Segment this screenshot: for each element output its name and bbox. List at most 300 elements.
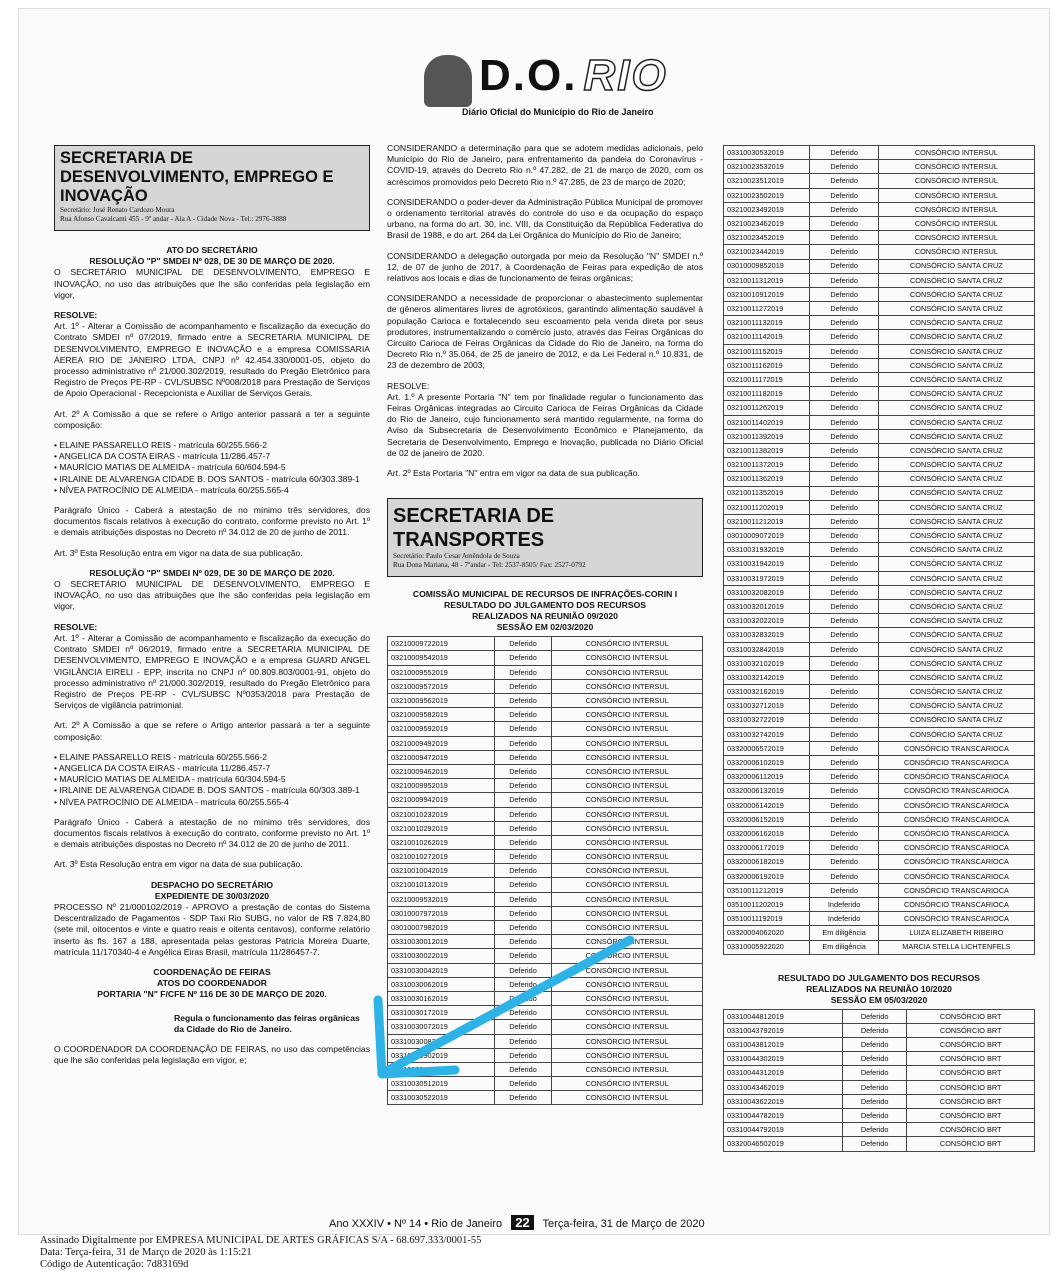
company-cell: CONSÓRCIO BRT: [907, 1009, 1035, 1023]
process-number-cell: 03310030012019: [388, 935, 495, 949]
company-cell: CONSÓRCIO BRT: [907, 1052, 1035, 1066]
process-number-cell: 03310032832019: [724, 628, 810, 642]
company-cell: CONSÓRCIO INTERSUL: [552, 878, 703, 892]
process-number-cell: 03210009952019: [388, 779, 495, 793]
company-cell: CONSÓRCIO BRT: [907, 1109, 1035, 1123]
status-cell: Deferido: [810, 628, 878, 642]
company-cell: CONSÓRCIO SANTA CRUZ: [878, 656, 1034, 670]
table-row: [724, 869, 1035, 883]
status-cell: Deferido: [810, 373, 878, 387]
table-row: [724, 387, 1035, 401]
table-row: [724, 330, 1035, 344]
status-cell: Deferido: [810, 642, 878, 656]
status-cell: Deferido: [810, 231, 878, 245]
result-10-table: [723, 1009, 1035, 1152]
company-cell: CONSÓRCIO SANTA CRUZ: [878, 628, 1034, 642]
table-row: [724, 912, 1035, 926]
table-row: [388, 694, 703, 708]
status-cell: Indeferido: [810, 912, 878, 926]
process-number-cell: 03320006162019: [724, 827, 810, 841]
table-row: [724, 600, 1035, 614]
process-number-cell: 03310043462019: [724, 1080, 843, 1094]
section-title: SECRETARIA DE TRANSPORTES: [393, 505, 555, 552]
table-row: [724, 1137, 1035, 1151]
portaria-art2: Art. 2º Esta Portaria "N" entra em vigor na data de sua publicação.: [387, 468, 640, 479]
table-row: [724, 415, 1035, 429]
status-cell: Deferido: [494, 949, 552, 963]
considerando-1: CONSIDERANDO a determinação para que se adotem medidas adicionais, pelo Município do Rio de Janeiro, para enfrentamento da pandeia do Coronavírus - COVID-19, através do Decreto Rio n.º 47.282, de 21 de março de 2020, com os acréscimos promovidos pelo Decreto Rio n.º 47.285, de 23 de março de 2020;: [387, 143, 703, 187]
company-cell: CONSÓRCIO INTERSUL: [552, 1034, 703, 1048]
despacho-text: PROCESSO Nº 21/000102/2019 - APROVO a prestação de contas do Sistema Descentralizado de Pagamentos - SDP Taxi Rio SUBG, no valor de R$ 7.824,80 (sete mil, oitocentos e vinte e quatro reais e oitenta centavos), conforme relatório inserto às fls. 167 a 188, apresentada pelas gestoras Patricia Moreira Duarte, matrícula 11/170340-4 e Angélica Eiras Brasil, matrícula 11/286457-7.: [54, 901, 370, 957]
table-row: [724, 614, 1035, 628]
resolution-28-art1: Art. 1º - Alterar a Comissão de acompanhamento e fiscalização da execução do Contrato SMDEI nº 07/2019, firmado entre a SECRETARIA MUNICIPAL DE DESENVOLVIMENTO, EMPREGO E INOVAÇÃO e a empresa COMISSARIA ÁEREA RIO DE JANEIRO LTDA, CNPJ nº 42.454.330/0001-05, objeto do processo administrativo nº 21/000.302/2019, resultado do Pregão Eletrônico para Registro de Preços PE-RP - CVL/SUBSC Nº008/2018 para Prestação de Serviços de Apoio Operacional - Recepcionista e Auxiliar de Serviços Gerais.: [54, 321, 370, 399]
process-number-cell: 03310030902019: [388, 1048, 495, 1062]
company-cell: CONSÓRCIO SANTA CRUZ: [878, 458, 1034, 472]
status-cell: Deferido: [494, 807, 552, 821]
process-number-cell: 03310030532019: [724, 146, 810, 160]
member-item: • IRLAINE DE ALVARENGA CIDADE B. DOS SANTOS - matrícula 60/303.389-1: [54, 473, 360, 484]
company-cell: CONSÓRCIO INTERSUL: [552, 1077, 703, 1091]
table-row: [724, 245, 1035, 259]
table-row: [724, 543, 1035, 557]
member-item: • IRLAINE DE ALVARENGA CIDADE B. DOS SANTOS - matrícula 60/303.389-1: [54, 785, 360, 796]
process-number-cell: 03210009472019: [388, 750, 495, 764]
company-cell: MARCIA STELLA LICHTENFELS: [878, 940, 1034, 954]
company-cell: CONSÓRCIO INTERSUL: [552, 977, 703, 991]
company-cell: CONSÓRCIO SANTA CRUZ: [878, 387, 1034, 401]
process-number-cell: 03310032022019: [724, 614, 810, 628]
process-number-cell: 03210009572019: [388, 679, 495, 693]
company-cell: CONSÓRCIO TRANSCARIOCA: [878, 756, 1034, 770]
process-number-cell: 03210010042019: [388, 864, 495, 878]
column-right: [723, 145, 1035, 1152]
member-list-28: [54, 440, 370, 496]
company-cell: CONSÓRCIO SANTA CRUZ: [878, 685, 1034, 699]
status-cell: Deferido: [810, 827, 878, 841]
table-row: [388, 679, 703, 693]
company-cell: CONSÓRCIO SANTA CRUZ: [878, 614, 1034, 628]
status-cell: Deferido: [810, 670, 878, 684]
company-cell: CONSÓRCIO INTERSUL: [552, 694, 703, 708]
table-row: [388, 750, 703, 764]
table-row: [724, 401, 1035, 415]
table-row: [388, 779, 703, 793]
status-cell: Deferido: [494, 665, 552, 679]
process-number-cell: 03210009532019: [388, 892, 495, 906]
company-cell: CONSÓRCIO INTERSUL: [552, 750, 703, 764]
company-cell: CONSÓRCIO TRANSCARIOCA: [878, 869, 1034, 883]
process-number-cell: 03210011272019: [724, 302, 810, 316]
status-cell: Deferido: [810, 415, 878, 429]
table-row: [388, 1048, 703, 1062]
resolution-29-art3: Art. 3º Esta Resolução entra em vigor na data de sua publicação.: [54, 859, 303, 870]
status-cell: Deferido: [810, 472, 878, 486]
member-list-29: [54, 752, 370, 808]
status-cell: Deferido: [810, 245, 878, 259]
process-number-cell: 03210023512019: [724, 174, 810, 188]
secretary-name: Secretário: José Renato Cardozo Moura: [60, 206, 175, 214]
company-cell: CONSÓRCIO TRANSCARIOCA: [878, 855, 1034, 869]
company-cell: CONSÓRCIO INTERSUL: [878, 202, 1034, 216]
company-cell: CONSÓRCIO TRANSCARIOCA: [878, 841, 1034, 855]
table-row: [388, 793, 703, 807]
table-row: [724, 656, 1035, 670]
portaria-art1: Art. 1.º A presente Portaria "N" tem por finalidade regular o funcionamento das Feiras Orgânicas integradas ao Circuito Carioca de Feiras Orgânicas da Cidade do Rio de Janeiro, cujo funcionamento será mantido regularmente, na forma do Aviso da Subsecretaria de Desenvolvimento Econômico e Planejamento, da Secretaria de Desenvolvimento, Emprego e Inovação, publicada no Diário Oficial de 02 de janeiro de 2020.: [387, 391, 703, 458]
table-row: [724, 727, 1035, 741]
status-cell: Deferido: [810, 812, 878, 826]
result-09-title: RESULTADO DO JULGAMENTO DOS RECURSOS REALIZADOS NA REUNIÃO 09/2020: [444, 600, 646, 622]
status-cell: Deferido: [810, 429, 878, 443]
table-row: [724, 798, 1035, 812]
signature-date: Data: Terça-feira, 31 de Março de 2020 às 1:15:21: [40, 1247, 252, 1258]
process-number-cell: 03510011212019: [724, 883, 810, 897]
company-cell: CONSÓRCIO SANTA CRUZ: [878, 472, 1034, 486]
status-cell: Deferido: [494, 1077, 552, 1091]
publication-date: Terça-feira, 31 de Março de 2020: [542, 1218, 705, 1230]
process-number-cell: 03210010132019: [388, 878, 495, 892]
status-cell: Deferido: [842, 1109, 906, 1123]
status-cell: Deferido: [810, 188, 878, 202]
status-cell: Deferido: [494, 878, 552, 892]
status-cell: Deferido: [810, 869, 878, 883]
status-cell: Deferido: [810, 443, 878, 457]
company-cell: CONSÓRCIO TRANSCARIOCA: [878, 812, 1034, 826]
status-cell: Em diligência: [810, 940, 878, 954]
process-number-cell: 03310030072019: [388, 1020, 495, 1034]
coordinator-acts: ATOS DO COORDENADOR: [157, 978, 267, 989]
table-row: [388, 736, 703, 750]
table-row: [724, 1123, 1035, 1137]
company-cell: CONSÓRCIO INTERSUL: [878, 160, 1034, 174]
resolve-label: RESOLVE:: [54, 310, 98, 321]
process-number-cell: 03310031932019: [724, 543, 810, 557]
status-cell: Deferido: [842, 1080, 906, 1094]
table-row: [388, 921, 703, 935]
company-cell: CONSÓRCIO INTERSUL: [552, 892, 703, 906]
company-cell: CONSÓRCIO SANTA CRUZ: [878, 259, 1034, 273]
resolution-28-title: RESOLUÇÃO "P" SMDEI Nº 028, DE 30 DE MARÇO DE 2020.: [89, 256, 335, 267]
section-header-transportes: [387, 498, 703, 577]
company-cell: CONSÓRCIO SANTA CRUZ: [878, 500, 1034, 514]
table-row: [724, 216, 1035, 230]
table-row: [724, 486, 1035, 500]
status-cell: Deferido: [810, 287, 878, 301]
process-number-cell: 03310030062019: [388, 977, 495, 991]
status-cell: Deferido: [494, 977, 552, 991]
process-number-cell: 03510011202019: [724, 897, 810, 911]
signature-line: Assinado Digitalmente por EMPRESA MUNICIPAL DE ARTES GRÁFICAS S/A - 68.697.333/0001-55: [40, 1235, 482, 1246]
status-cell: Deferido: [810, 699, 878, 713]
table-row: [724, 529, 1035, 543]
status-cell: Deferido: [810, 883, 878, 897]
status-cell: Deferido: [810, 685, 878, 699]
process-number-cell: 03210010272019: [388, 850, 495, 864]
status-cell: Deferido: [810, 571, 878, 585]
process-number-cell: 03320006102019: [724, 756, 810, 770]
company-cell: CONSÓRCIO SANTA CRUZ: [878, 514, 1034, 528]
company-cell: CONSÓRCIO TRANSCARIOCA: [878, 883, 1034, 897]
status-cell: Deferido: [810, 656, 878, 670]
table-row: [724, 287, 1035, 301]
portaria-intro: O COORDENADOR DA COORDENAÇÃO DE FEIRAS, no uso das competências que lhe são conferidas pela legislação em vigor, e;: [54, 1043, 370, 1066]
table-row: [724, 756, 1035, 770]
comissao-title: COMISSÃO MUNICIPAL DE RECURSOS DE INFRAÇÕES-CORIN I: [412, 589, 678, 600]
table-row: [724, 685, 1035, 699]
table-row: [388, 821, 703, 835]
table-row: [724, 146, 1035, 160]
company-cell: CONSÓRCIO INTERSUL: [552, 921, 703, 935]
status-cell: Deferido: [494, 779, 552, 793]
process-number-cell: 03210011392019: [724, 429, 810, 443]
process-number-cell: 03310032722019: [724, 713, 810, 727]
resolve-label: RESOLVE:: [54, 621, 98, 632]
status-cell: Deferido: [494, 1020, 552, 1034]
status-cell: Deferido: [494, 722, 552, 736]
process-number-cell: 03320006192019: [724, 869, 810, 883]
table-row: [724, 784, 1035, 798]
company-cell: CONSÓRCIO SANTA CRUZ: [878, 571, 1034, 585]
company-cell: CONSÓRCIO INTERSUL: [552, 807, 703, 821]
table-row: [724, 458, 1035, 472]
company-cell: CONSÓRCIO INTERSUL: [878, 146, 1034, 160]
status-cell: Deferido: [494, 764, 552, 778]
status-cell: Deferido: [810, 387, 878, 401]
table-row: [724, 514, 1035, 528]
process-number-cell: 03210011372019: [724, 458, 810, 472]
despacho-date: EXPEDIENTE DE 30/03/2020: [154, 890, 270, 901]
table-row: [724, 500, 1035, 514]
process-number-cell: 03210011382019: [724, 443, 810, 457]
section-address: Rua Afonso Cavalcanti 455 - 9º andar - Ala A - Cidade Nova - Tel.: 2976-3888: [60, 215, 287, 223]
process-number-cell: 03210009552019: [388, 665, 495, 679]
status-cell: Deferido: [810, 841, 878, 855]
process-number-cell: 03010007982019: [388, 921, 495, 935]
result-09-session: SESSÃO EM 02/03/2020: [496, 622, 594, 633]
status-cell: Deferido: [842, 1009, 906, 1023]
status-cell: Deferido: [810, 316, 878, 330]
company-cell: CONSÓRCIO SANTA CRUZ: [878, 287, 1034, 301]
page-footer: [329, 1215, 705, 1230]
section-address: Rua Dona Mariana, 48 - 7ºandar - Tel: 2537-8505/ Fax: 2527-0792: [393, 561, 586, 570]
table-row: [724, 741, 1035, 755]
table-row: [724, 897, 1035, 911]
process-number-cell: 03210011312019: [724, 273, 810, 287]
status-cell: Deferido: [494, 694, 552, 708]
status-cell: Deferido: [842, 1038, 906, 1052]
process-number-cell: 03320046502019: [724, 1137, 843, 1151]
table-row: [724, 1080, 1035, 1094]
table-row: [724, 571, 1035, 585]
resolution-29-art1: Art. 1º - Alterar a Comissão de acompanhamento e fiscalização da execução do Contrato SMDEI nº 06/2019, firmado entre a SECRETARIA MUNICIPAL DE DESENVOLVIMENTO, EMPREGO E INOVAÇÃO e a empresa GUARD ANGEL VIGILÂNCIA EIRELI - EPP, inscrita no CNPJ nº 00.809.803/0001-91, objeto do processo administrativo nº 21/000.302/2019, resultado do Pregão Eletrônico para Registro de Preços PE-RP - CVL/SUBSC Nº0353/2018 para Prestação de Serviços de vigilância patrimonial.: [54, 632, 370, 711]
company-cell: CONSÓRCIO BRT: [907, 1123, 1035, 1137]
process-number-cell: 03210010912019: [724, 287, 810, 301]
masthead: [424, 49, 668, 119]
table-row: [724, 1023, 1035, 1037]
process-number-cell: 03320004062020: [724, 926, 810, 940]
status-cell: Deferido: [810, 146, 878, 160]
company-cell: CONSÓRCIO INTERSUL: [552, 651, 703, 665]
table-row: [388, 963, 703, 977]
authentication-code: Código de Autenticação: 7d83169d: [40, 1259, 189, 1270]
company-cell: CONSÓRCIO INTERSUL: [552, 793, 703, 807]
table-row: [724, 188, 1035, 202]
company-cell: CONSÓRCIO TRANSCARIOCA: [878, 897, 1034, 911]
company-cell: CONSÓRCIO INTERSUL: [552, 764, 703, 778]
table-row: [724, 812, 1035, 826]
member-item: • ELAINE PASSARELLO REIS - matrícula 60/255.566-2: [54, 440, 268, 451]
process-number-cell: 03310030082019: [388, 1034, 495, 1048]
company-cell: CONSÓRCIO INTERSUL: [878, 174, 1034, 188]
table-row: [724, 670, 1035, 684]
company-cell: CONSÓRCIO INTERSUL: [552, 991, 703, 1005]
company-cell: CONSÓRCIO SANTA CRUZ: [878, 727, 1034, 741]
process-number-cell: 03210023442019: [724, 245, 810, 259]
company-cell: CONSÓRCIO SANTA CRUZ: [878, 443, 1034, 457]
status-cell: Deferido: [494, 1062, 552, 1076]
process-number-cell: 03320006572019: [724, 741, 810, 755]
process-number-cell: 03310032742019: [724, 727, 810, 741]
resolution-29-art2: Art. 2º A Comissão a que se refere o Artigo anterior passará a ter a seguinte composição:: [54, 720, 370, 742]
company-cell: CONSÓRCIO INTERSUL: [552, 1048, 703, 1062]
process-number-cell: 03310030522019: [388, 1091, 495, 1105]
company-cell: CONSÓRCIO INTERSUL: [552, 935, 703, 949]
process-number-cell: 03310044812019: [724, 1009, 843, 1023]
process-number-cell: 03210011352019: [724, 486, 810, 500]
status-cell: Deferido: [810, 500, 878, 514]
process-number-cell: 03210010262019: [388, 835, 495, 849]
table-row: [388, 991, 703, 1005]
table-row: [724, 174, 1035, 188]
table-row: [724, 472, 1035, 486]
company-cell: CONSÓRCIO TRANSCARIOCA: [878, 784, 1034, 798]
table-row: [388, 651, 703, 665]
status-cell: Deferido: [494, 892, 552, 906]
company-cell: CONSÓRCIO INTERSUL: [878, 245, 1034, 259]
company-cell: CONSÓRCIO SANTA CRUZ: [878, 529, 1034, 543]
company-cell: CONSÓRCIO INTERSUL: [878, 216, 1034, 230]
masthead-subtitle: Diário Oficial do Município do Rio de Janeiro: [462, 107, 654, 117]
company-cell: CONSÓRCIO TRANSCARIOCA: [878, 770, 1034, 784]
company-cell: CONSÓRCIO SANTA CRUZ: [878, 585, 1034, 599]
status-cell: Deferido: [810, 202, 878, 216]
table-row: [388, 906, 703, 920]
status-cell: Deferido: [810, 727, 878, 741]
company-cell: CONSÓRCIO INTERSUL: [552, 708, 703, 722]
process-number-cell: 03210011262019: [724, 401, 810, 415]
status-cell: Deferido: [842, 1023, 906, 1037]
process-number-cell: 03210009582019: [388, 708, 495, 722]
table-row: [388, 1062, 703, 1076]
status-cell: Deferido: [494, 963, 552, 977]
company-cell: CONSÓRCIO SANTA CRUZ: [878, 344, 1034, 358]
process-number-cell: 03310030162019: [388, 991, 495, 1005]
status-cell: Deferido: [810, 614, 878, 628]
process-number-cell: 03320006142019: [724, 798, 810, 812]
table-row: [724, 259, 1035, 273]
company-cell: CONSÓRCIO TRANSCARIOCA: [878, 912, 1034, 926]
resolution-29-paragraph: Parágrafo Único - Caberá a atestação de no mínimo três servidores, dos documentos fiscais relativos à execução do contrato, conforme previsto no Art. 1º e demais atribuições dispostas no Decreto nº 34.012 de 20 de junho de 2011.: [54, 816, 370, 850]
process-number-cell: 03010009852019: [724, 259, 810, 273]
company-cell: CONSÓRCIO SANTA CRUZ: [878, 273, 1034, 287]
status-cell: Deferido: [494, 906, 552, 920]
process-number-cell: 03310043792019: [724, 1023, 843, 1037]
result-10-session: SESSÃO EM 05/03/2020: [830, 994, 928, 1005]
resolution-29-intro: O SECRETÁRIO MUNICIPAL DE DESENVOLVIMENTO, EMPREGO E INOVAÇÃO, no uso das atribuições que lhe são conferidas pela legislação em vigor,: [54, 579, 370, 612]
member-item: • ELAINE PASSARELLO REIS - matrícula 60/255.566-2: [54, 751, 268, 762]
process-number-cell: 03320006172019: [724, 841, 810, 855]
table-row: [724, 373, 1035, 387]
company-cell: CONSÓRCIO INTERSUL: [552, 779, 703, 793]
company-cell: CONSÓRCIO INTERSUL: [552, 1062, 703, 1076]
status-cell: Deferido: [810, 302, 878, 316]
status-cell: Deferido: [810, 216, 878, 230]
process-number-cell: 03010009072019: [724, 529, 810, 543]
status-cell: Deferido: [810, 273, 878, 287]
result-09-table: [387, 636, 703, 1105]
process-number-cell: 03310044312019: [724, 1066, 843, 1080]
process-number-cell: 03210009722019: [388, 637, 495, 651]
process-number-cell: 03210009542019: [388, 651, 495, 665]
despacho-title: DESPACHO DO SECRETÁRIO: [150, 879, 274, 890]
table-row: [388, 949, 703, 963]
resolution-28-art2: Art. 2º A Comissão a que se refere o Artigo anterior passará a ter a seguinte composição:: [54, 408, 370, 430]
process-number-cell: 03320006132019: [724, 784, 810, 798]
company-cell: CONSÓRCIO INTERSUL: [552, 637, 703, 651]
company-cell: CONSÓRCIO INTERSUL: [552, 679, 703, 693]
table-row: [388, 1077, 703, 1091]
status-cell: Deferido: [810, 600, 878, 614]
process-number-cell: 03210011402019: [724, 415, 810, 429]
company-cell: CONSÓRCIO SANTA CRUZ: [878, 330, 1034, 344]
process-number-cell: 03310030172019: [388, 1006, 495, 1020]
company-cell: CONSÓRCIO SANTA CRUZ: [878, 316, 1034, 330]
company-cell: CONSÓRCIO SANTA CRUZ: [878, 699, 1034, 713]
resolution-28-art3: Art. 3º Esta Resolução entra em vigor na data de sua publicação.: [54, 547, 303, 558]
table-row: [724, 1009, 1035, 1023]
company-cell: CONSÓRCIO SANTA CRUZ: [878, 486, 1034, 500]
status-cell: Deferido: [842, 1094, 906, 1108]
section-header-desenvolvimento: [54, 145, 370, 231]
table-row: [724, 883, 1035, 897]
company-cell: CONSÓRCIO INTERSUL: [878, 188, 1034, 202]
member-item: • ANGELICA DA COSTA EIRAS - matrícula 11/286.457-7: [54, 451, 271, 462]
company-cell: CONSÓRCIO BRT: [907, 1094, 1035, 1108]
process-number-cell: 03210009942019: [388, 793, 495, 807]
company-cell: CONSÓRCIO BRT: [907, 1066, 1035, 1080]
status-cell: Deferido: [494, 935, 552, 949]
status-cell: Deferido: [810, 855, 878, 869]
table-row: [724, 344, 1035, 358]
process-number-cell: 03310032142019: [724, 670, 810, 684]
process-number-cell: 03210011132019: [724, 316, 810, 330]
company-cell: CONSÓRCIO INTERSUL: [552, 906, 703, 920]
table-row: [724, 770, 1035, 784]
process-number-cell: 03210009592019: [388, 722, 495, 736]
table-row: [724, 841, 1035, 855]
table-row: [388, 637, 703, 651]
column-middle: [387, 143, 703, 1105]
company-cell: CONSÓRCIO INTERSUL: [552, 864, 703, 878]
process-number-cell: 03310031972019: [724, 571, 810, 585]
process-number-cell: 03210011152019: [724, 344, 810, 358]
company-cell: CONSÓRCIO INTERSUL: [552, 821, 703, 835]
process-number-cell: 03310032712019: [724, 699, 810, 713]
company-cell: CONSÓRCIO SANTA CRUZ: [878, 415, 1034, 429]
table-row: [388, 850, 703, 864]
status-cell: Deferido: [494, 1048, 552, 1062]
secretary-name: Secretário: Paulo Cesar Amêndola de Souza: [393, 552, 520, 561]
process-number-cell: 03210011202019: [724, 500, 810, 514]
